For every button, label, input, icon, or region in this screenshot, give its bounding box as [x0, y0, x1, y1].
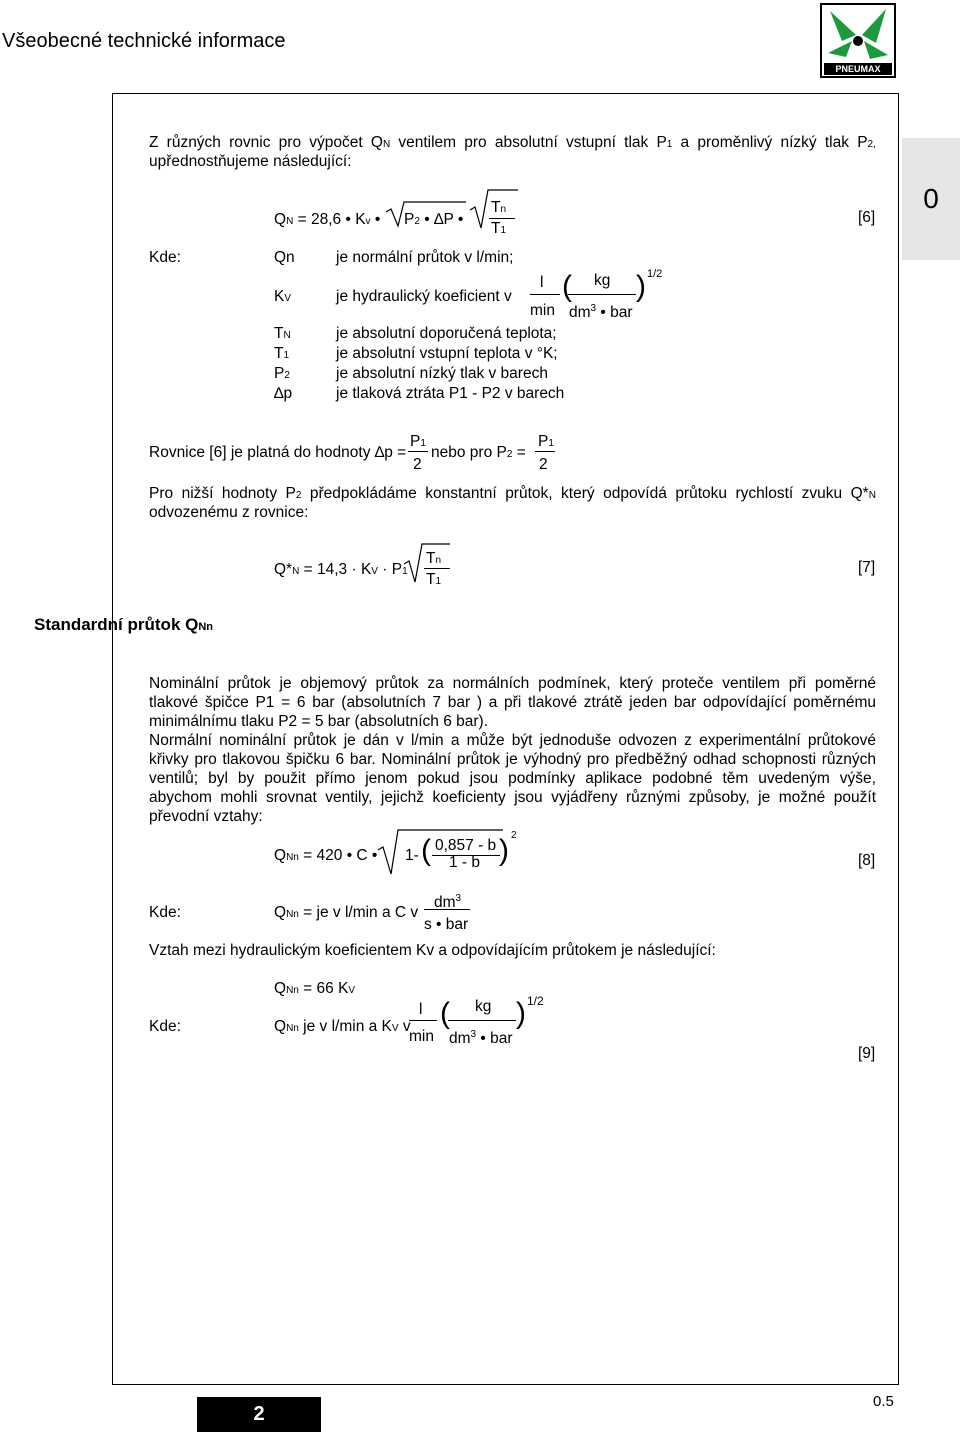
def-text: je tlaková ztráta P1 - P2 v barech [336, 385, 565, 402]
equation-7-den: T1 [426, 571, 442, 588]
unit-kg: kg [594, 272, 611, 289]
relation-text: Vztah mezi hydraulickým koeficientem Kv a odpovídajícím průtokem je následující: [149, 942, 716, 959]
equation-7-label: [7] [858, 559, 876, 576]
fraction-bar [568, 294, 636, 295]
left-paren: ( [421, 834, 431, 867]
kde-2-den: s • bar [424, 916, 469, 933]
equation-9-kde: Kde: [149, 1018, 181, 1035]
validity-den: 2 [413, 456, 422, 473]
lower-line-2: odvozenému z rovnice: [149, 504, 309, 521]
equation-8-exp: 2 [511, 830, 517, 841]
unit-min: min [530, 302, 555, 319]
fraction-bar [424, 909, 470, 910]
intro-line-1: Z různých rovnic pro výpočet QN ventilem pro absolutní vstupní tlak P1 a proměnlivý nízký tlak P2, [149, 134, 876, 151]
fraction-bar [448, 1020, 516, 1021]
def-text: je absolutní doporučená teplota; [336, 325, 557, 342]
para-line-6: ventilů; byl by použit přímo jenom pokud jsou podmínky aplikace podobné těm uvedeným výše, [149, 770, 876, 787]
def-symbol: T1 [274, 345, 290, 362]
section-number: 0.5 [873, 1393, 894, 1410]
fraction-bar [424, 568, 450, 569]
equation-9-line-1: QNn = 66 KV [274, 980, 356, 997]
equation-6-fraction-num: Tn [491, 199, 507, 216]
unit-dm3-bar: $dm^3$ • bar [449, 1029, 513, 1048]
unit-l: l [419, 1001, 423, 1018]
para-line-5: křivky pro tlakovou špičku 6 bar. Nominální průtok je výhodný pro předběžný odhad schopnosti různých [149, 751, 876, 768]
def-symbol: TN [274, 325, 291, 342]
kde-2: Kde: [149, 904, 181, 921]
para-line-2: tlakové špičce P1 = 6 bar (absolutních 7 bar ) a při tlakové ztrátě jeden bar odpovídající poměrnému [149, 694, 876, 711]
fraction-bar [408, 451, 428, 452]
para-line-4: Normální nominální průtok je dán v l/min a může být jednoduše odvozen z experimentální průtokové [149, 732, 876, 749]
def-symbol: P2 [274, 365, 290, 382]
equation-6-label: [6] [858, 209, 876, 226]
para-line-1: Nominální průtok je objemový průtok za normálních podmínek, který proteče ventilem při poměrné [149, 675, 876, 692]
def-symbol: Qn [274, 249, 295, 266]
unit-exponent: 1/2 [647, 268, 663, 280]
equation-6-fraction-den: T1 [491, 220, 507, 237]
definitions-kde: Kde: [149, 249, 181, 266]
equation-8: QNn = 420 • C • [274, 847, 378, 864]
page-header-title: Všeobecné technické informace [2, 30, 286, 52]
unit-kg: kg [475, 998, 492, 1015]
unit-dm3-bar: $dm^3$ • bar [569, 303, 633, 322]
validity-text-2: nebo pro P2 = [431, 444, 526, 461]
chapter-tab-label: 0 [923, 183, 939, 214]
kde-2-num: $dm^3$ [434, 893, 462, 912]
left-paren: ( [440, 997, 450, 1030]
def-text: je absolutní nízký tlak v barech [336, 365, 548, 382]
fraction-bar [530, 294, 560, 295]
def-text: je normální průtok v l/min; [336, 249, 514, 266]
intro-line-2: upřednostňujeme následující: [149, 153, 352, 170]
right-paren: ) [636, 270, 646, 303]
unit-min: min [409, 1028, 434, 1045]
equation-7: Q*N = 14,3 · KV · P1 [274, 561, 408, 578]
validity-text: Rovnice [6] je platná do hodnoty ∆p = [149, 444, 407, 461]
equation-6: QN = 28,6 • Kv • [274, 211, 381, 228]
right-paren: ) [499, 834, 509, 867]
equation-9-label: [9] [858, 1045, 876, 1062]
validity-den-2: 2 [539, 456, 548, 473]
validity-num-2: P1 [538, 433, 554, 450]
unit-exponent: 1/2 [527, 994, 544, 1008]
def-symbol: ∆p [274, 385, 293, 402]
def-symbol: KV [274, 288, 292, 305]
section-heading: Standardní průtok QNn [34, 615, 214, 634]
para-line-8: převodní vztahy: [149, 808, 263, 825]
logo-text: PNEUMAX [835, 64, 881, 74]
equation-6-radicand: P2 • ∆P • [404, 211, 464, 228]
equation-7-num: Tn [426, 550, 442, 567]
equation-9-line-2: QNn je v l/min a KV v [274, 1018, 411, 1035]
pneumax-logo [820, 3, 896, 78]
validity-num: P1 [410, 433, 426, 450]
fraction-bar [535, 451, 555, 452]
chapter-tab [902, 138, 960, 260]
page-number: 2 [197, 1397, 321, 1432]
def-text: je hydraulický koeficient v [336, 288, 512, 305]
left-paren: ( [562, 270, 572, 303]
kde-2-text: QNn = je v l/min a C v [274, 904, 419, 921]
para-line-3: minimálnímu tlaku P2 = 5 bar (absolutních 6 bar). [149, 713, 489, 730]
para-line-7: abychom mohli srovnat ventily, jejichž koeficienty jsou vyjádřeny různými způsoby, je možné použít [149, 789, 876, 806]
fraction-bar [409, 1020, 437, 1021]
equation-8-num: 0,857 - b [435, 837, 497, 854]
equation-8-one: 1- [405, 847, 419, 864]
lower-line-1: Pro nižší hodnoty P2 předpokládáme konstantní průtok, který odpovídá průtoku rychlostí zvuku Q*N [149, 485, 876, 502]
equation-8-den: 1 - b [449, 854, 481, 871]
right-paren: ) [516, 997, 526, 1030]
unit-l: l [540, 274, 544, 291]
equation-8-label: [8] [858, 852, 876, 869]
def-text: je absolutní vstupní teplota v °K; [336, 345, 558, 362]
